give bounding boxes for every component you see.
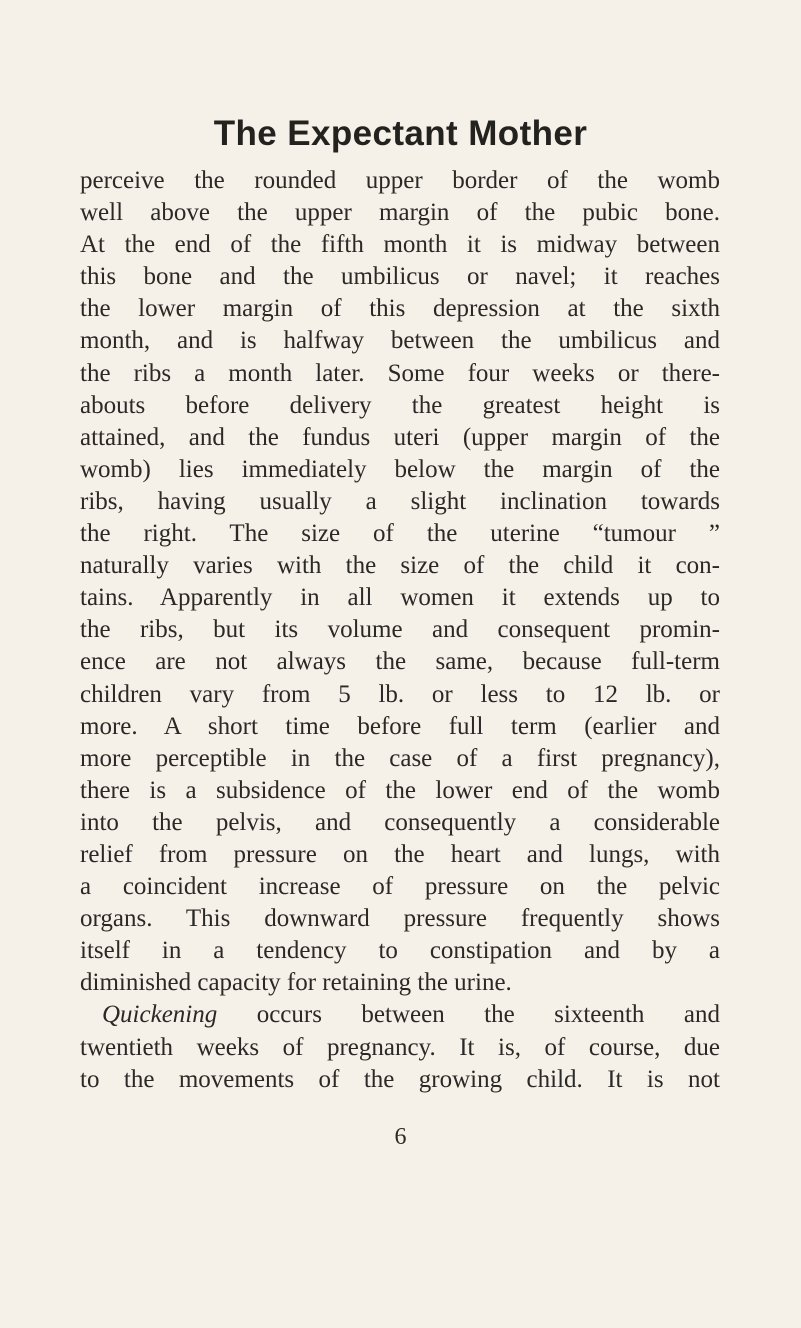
text-line: attained, and the fundus uteri (upper margin of the bbox=[80, 423, 720, 451]
text-line: children vary from 5 lb. or less to 12 lb. or bbox=[80, 680, 720, 708]
running-head: The Expectant Mother bbox=[213, 114, 588, 153]
text-line: twentieth weeks of pregnancy. It is, of course, due bbox=[80, 1033, 720, 1061]
text-line: relief from pressure on the heart and lungs, with bbox=[80, 840, 720, 868]
text-line: to the movements of the growing child. It is not bbox=[80, 1065, 720, 1093]
italic-term: Quickening bbox=[102, 1001, 218, 1029]
text-line: ence are not always the same, because full-term bbox=[80, 648, 720, 676]
text-line: there is a subsidence of the lower end of the womb bbox=[80, 776, 720, 804]
body-text bbox=[80, 165, 720, 1096]
text-line: tains. Apparently in all women it extends up to bbox=[80, 584, 720, 612]
text-line: At the end of the fifth month it is midway between bbox=[80, 231, 720, 259]
text-line: the lower margin of this depression at the sixth bbox=[80, 295, 720, 323]
text-fragment: occurs between the sixteenth and bbox=[217, 1001, 720, 1029]
text-line: womb) lies immediately below the margin of the bbox=[80, 455, 720, 483]
text-line: a coincident increase of pressure on the pelvic bbox=[80, 873, 720, 901]
text-line: more. A short time before full term (earlier and bbox=[80, 712, 720, 740]
text-line: month, and is halfway between the umbilicus and bbox=[80, 327, 720, 355]
text-line: more perceptible in the case of a first pregnancy), bbox=[80, 744, 720, 772]
text-line: the right. The size of the uterine “tumour ” bbox=[80, 520, 720, 548]
text-line: this bone and the umbilicus or navel; it reaches bbox=[80, 263, 720, 291]
paragraph-start-line bbox=[80, 999, 720, 1031]
text-line: abouts before delivery the greatest height is bbox=[80, 391, 720, 419]
text-line: well above the upper margin of the pubic bone. bbox=[80, 199, 720, 227]
text-line: into the pelvis, and consequently a considerable bbox=[80, 808, 720, 836]
text-line: naturally varies with the size of the child it con- bbox=[80, 552, 720, 580]
text-line: diminished capacity for retaining the urine. bbox=[80, 969, 512, 997]
text-line: the ribs, but its volume and consequent promin- bbox=[80, 616, 720, 644]
text-line: ribs, having usually a slight inclination towards bbox=[80, 487, 720, 515]
text-line: the ribs a month later. Some four weeks or there- bbox=[80, 359, 720, 387]
text-line: perceive the rounded upper border of the womb bbox=[80, 167, 720, 194]
page-number: 6 bbox=[394, 1124, 407, 1150]
text-line: organs. This downward pressure frequently shows bbox=[80, 905, 720, 933]
text-line: itself in a tendency to constipation and by a bbox=[80, 937, 720, 965]
